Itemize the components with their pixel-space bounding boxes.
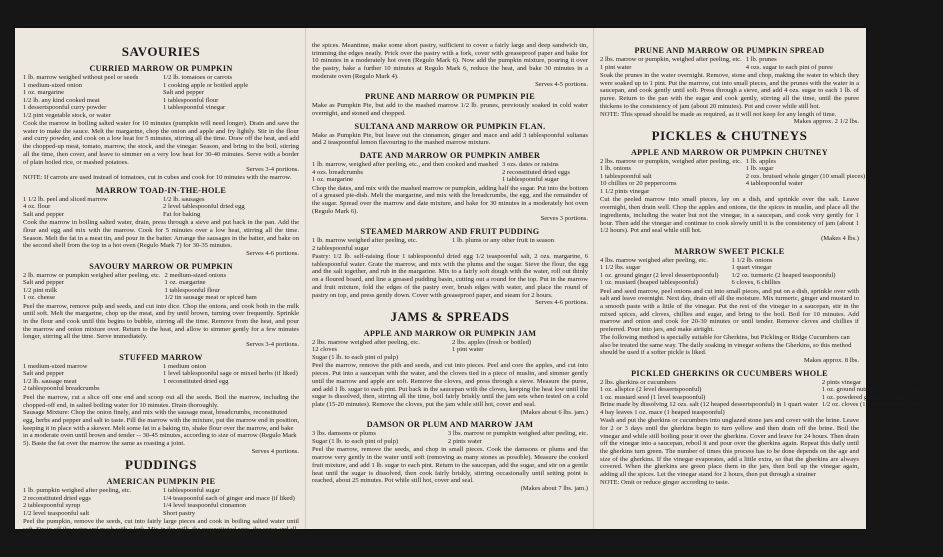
ingredient: 1 tablespoonful sugar bbox=[163, 487, 220, 495]
recipe-note: NOTE: If carrots are used instead of tomatoes, cut in cubes and cook for 10 minutes with the marrow. bbox=[23, 173, 292, 181]
ingredient: 1 quart vinegar bbox=[731, 264, 772, 272]
ingredient: 1 oz. ground ginger (2 level dessertspoonful) bbox=[600, 271, 719, 279]
ingredient: 1/2 tin sausage meat or spiced ham bbox=[164, 294, 257, 302]
serving-info: Serves 4-6 portions. bbox=[246, 249, 299, 257]
ingredient: 4 ozs. breadcrumbs bbox=[312, 168, 364, 176]
ingredient-list bbox=[23, 74, 299, 119]
ingredient: 1/2 oz. turmeric (2 heaped teaspoonful) bbox=[731, 271, 836, 279]
ingredient: 1 oz. mustard seed (1 level teaspoonful) bbox=[600, 393, 706, 401]
recipe-extra: NOTE: This spread should be made as required, as it will not keep for any length of time. bbox=[600, 110, 837, 118]
ingredient: Salt and pepper bbox=[163, 89, 205, 96]
ingredient: 1/2 lb. sausage meat bbox=[23, 377, 77, 385]
recipe-method: Pastry: 1/2 lb. self-raising flour 1 tablespoonful dried egg 1/2 teaspoonful salt, 2 ozs. margarine, 6 tablespoonful water. Grate the marrow, and mix with the plums and the sugar. Sieve the flour, the egg and the salt together, and rub in the margarine. Mix to a fairly soft dough with the water, roll out thinly on a floured board, and line a greased pudding basin, cutting out a round for the top. Put in the marrow and fruit mixture, fold the edges of the pastry over, brush edges with water, and place the round of pastry on top, and press gently down. Cover with greaseproof paper, and steam for 2 hours. bbox=[312, 253, 588, 299]
ingredient: 1 lb. apples bbox=[745, 157, 776, 165]
ingredient: Sugar (1 lb. to each pint of pulp) bbox=[312, 437, 399, 445]
recipe-method: Soak the prunes in the water overnight. Remove, stone and chop, making the water in which they were soaked up to 1 pint. Put the marrow, cut into small pieces, and the prunes with the water in a saucepan, and cook gently until soft. Press through a sieve, and add 4 ozs. sugar to each 1 lb. of puree. Return to the pan with the sugar and cook gently, stirring all the time, until the puree thickens to the consistency of jam (about 20 minutes). Pot and cover while still hot. bbox=[600, 72, 859, 110]
recipe-method: Peel the marrow, remove pulp and seeds, and cut into dice. Chop the onions, and cook both in the milk until soft. Melt the margarine, chop up the meat, and fry until brown, turning over frequently. Sprinkle in the flour and cook until this begins to bubble, stirring all the time. Remove from the heat, and pour the marrow and onion mixture over. Return to the heat, and allow to simmer gently for a few minutes longer, stirring all the time. Serve immediately. bbox=[23, 302, 299, 341]
ingredient: 4 ozs. sugar to each pint of puree bbox=[745, 63, 833, 71]
ingredient bbox=[163, 385, 299, 393]
ingredient: 4 lbs. marrow weighed after peeling, etc. bbox=[600, 256, 708, 264]
ingredient: 1 oz. margarine bbox=[312, 176, 354, 184]
ingredient: 1 1/2 pints vinegar bbox=[600, 187, 650, 195]
ingredient: 1 oz. margarine bbox=[164, 279, 206, 287]
ingredient: 1 tablespoonful vinegar bbox=[163, 104, 226, 111]
recipe-method: Cook the marrow in boiling salted water, drain, press through a sieve and put back in the pan. Add the flour and egg and mix with the marrow. Cook for 5 minutes over a low heat, stirring all the time. Season. Melt the fat in a meat tin, and pour in the batter. Arrange the sausages in the batter, and bake on the second shelf from the top in a hot oven (Regulo Mark 7) for 30-35 minutes. bbox=[23, 219, 299, 250]
fold-line-left bbox=[305, 28, 306, 529]
ingredient-list bbox=[312, 237, 588, 252]
ingredient: 4 tablespoonful water bbox=[745, 180, 803, 188]
recipe-extra: NOTE: Omit or reduce ginger according to taste. bbox=[600, 478, 730, 486]
ingredient: Salt and pepper bbox=[23, 210, 65, 218]
ingredient: 6 cloves, 6 chillies bbox=[731, 279, 781, 287]
ingredient: 2 ozs. bruised whole ginger (10 small pieces) bbox=[745, 172, 866, 180]
serving-info: (Makes about 7 lbs. jam.) bbox=[520, 484, 588, 492]
ingredient: 3 lbs. damsons or plums bbox=[312, 430, 376, 438]
serving-info: Serves 4-6 portions. bbox=[535, 299, 588, 307]
recipe-extra: The following method is specially suitable for Gherkins, but Pickling or Ridge Cucumbers can also be treated the same way. The daily soaking in vinegar softens the Gherkins, so this method should be used if a softer pickle is liked. bbox=[600, 333, 852, 357]
recipe-title: DAMSON OR PLUM AND MARROW JAM bbox=[366, 420, 534, 430]
ingredient: 1 tablespoonful flour bbox=[164, 286, 220, 294]
ingredient: 3 ozs. dates or raisins bbox=[501, 161, 559, 169]
section-heading: JAMS & SPREADS bbox=[390, 308, 510, 324]
section-heading: SAVOURIES bbox=[121, 44, 201, 59]
ingredient: 3 lbs. marrow or pumpkin weighed after peeling, etc. bbox=[447, 430, 588, 438]
ingredient: Brine made by dissolving 12 ozs. salt (12 heaped dessertspoonful) in 1 quart water bbox=[600, 401, 818, 409]
recipe-method: Wash and put the gherkins or cucumbers into unglazed stone jars and cover with the brine. Leave for 2 or 3 days until the gherkins begin to turn yellow and then drain off the brine. Boil the vinegar and while still boiling pour it over the gherkins. Cover and leave for 24 hours. Then drain off the vinegar into a saucepan, reboil it and pour over the gherkins again. Repeat this daily until the gherkins turn green. The number of times this process has to be done depends on the age and size of the gherkins. If the vinegar evaporates, add a little extra, so that the gherkins are always covered. When the gherkins are green place them in the jars, then boil up the vinegar again, adding all the spices. Let the vinegar stand for 2 hours, then put through a strainer bbox=[600, 417, 859, 479]
ingredient-list bbox=[23, 196, 299, 219]
recipe-method: Peel and seed marrow, peel onions and cut into small pieces, and put on a dish, sprinkle over with salt and leave overnight. Next day, drain off all the moisture. Mix turmeric, ginger and mustard to a smooth paste with a little of the vinegar. Put the rest of the vinegar in a saucepan, stir in the mixed spices, add cloves, chillies and sugar, and bring to the boil. Boil for 10 minutes. Add marrow and onion and cook for 20-30 minutes or until tender. Remove cloves and chillies if preferred. Pour into jars, and make airtight. bbox=[600, 287, 859, 334]
ingredient: 1 tablespoonful salt bbox=[600, 172, 652, 180]
ingredient: 1/4 level teaspoonful cinnamon bbox=[163, 502, 246, 510]
serving-info: Serves 4 portions. bbox=[251, 447, 299, 455]
ingredient: 1 dessertspoonful curry powder bbox=[23, 104, 107, 111]
serving-info: Makes approx. 8 lbs. bbox=[803, 356, 859, 364]
ingredient: 1 tablespoonful sugar bbox=[501, 176, 559, 184]
ingredient: 1 oz. allspice (2 level dessertspoonful) bbox=[600, 386, 702, 394]
recipe-title: CURRIED MARROW OR PUMPKIN bbox=[89, 64, 233, 73]
recipe-title: DATE AND MARROW OR PUMPKIN AMBER bbox=[359, 151, 541, 161]
recipe-leaflet bbox=[15, 28, 943, 534]
ingredient: 2 lbs. apples (fresh or bottled) bbox=[452, 338, 532, 346]
ingredient: 1 tablespoonful flour bbox=[163, 96, 219, 104]
recipe-method: Chop the dates, and mix with the mashed marrow or pumpkin, adding half the sugar. Put into the bottom of a greased pie-dish. Melt the margarine, and mix with the breadcrumbs, the egg, and the remainder of the sugar. Spread over the marrow and date mixture, and bake for 30 minutes in a moderately hot oven (Regulo Mark 6). bbox=[312, 184, 588, 215]
ingredient: 1 oz. powdered ginger (6 heaped teaspoonful) bbox=[821, 393, 943, 401]
ingredient: Short pastry bbox=[163, 509, 196, 517]
ingredient: 12 cloves bbox=[312, 346, 338, 354]
ingredient: 2 lbs. gherkins or cucumbers bbox=[600, 378, 676, 386]
ingredient: 1 cooking apple or bottled apple bbox=[163, 81, 249, 89]
recipe-method: Make as Pumpkin Pie, but add to the mashed marrow 1/2 lb. prunes, previously soaked in cold water overnight, and stoned and chopped. bbox=[312, 102, 588, 117]
ingredient: Fat for baking bbox=[163, 210, 201, 218]
ingredient-list bbox=[23, 272, 299, 302]
ingredient: 1 pint water bbox=[452, 346, 484, 354]
ingredient: 2 lbs. marrow weighed after peeling, etc. bbox=[312, 338, 420, 346]
recipe-title: STUFFED MARROW bbox=[119, 352, 203, 362]
serving-info: (Makes 4 lbs.) bbox=[821, 234, 859, 242]
ingredient-list bbox=[312, 161, 588, 184]
ingredient: 1/2 pint vegetable stock, or water bbox=[23, 111, 111, 119]
recipe-method: Peel the pumpkin, remove the seeds, cut into fairly large pieces and cook in boiling salted water until soft. Strain off the water and mash with a fork. Mix in the milk, the reconstituted eggs, the sugar and all bbox=[23, 518, 299, 534]
ingredient: Sugar (1 lb. to each pint of pulp) bbox=[312, 353, 399, 361]
ingredient: 1/2 pint milk bbox=[23, 286, 58, 294]
recipe-title: PRUNE AND MARROW OR PUMPKIN SPREAD bbox=[634, 46, 825, 55]
ingredient: 1 medium-sized onion bbox=[23, 81, 82, 89]
ingredient: 1 1/2 lb. onions bbox=[731, 256, 773, 264]
ingredient: 1 oz. mustard (heaped tablespoonful) bbox=[600, 279, 698, 287]
ingredient: 2 reconstituted dried eggs bbox=[23, 494, 91, 502]
recipe-title: MARROW SWEET PICKLE bbox=[674, 246, 785, 256]
ingredient: 4 oz. flour bbox=[23, 203, 51, 211]
recipe-method: Peel the marrow, remove the pith and seeds, and cut into pieces. Peel and core the apples, and cut into pieces. Put into a saucepan with the water, and the cloves tied in a piece of muslin, and simmer gently until the marrow and apple are soft. Remove the cloves, and press through a sieve. Measure the puree, and add 1 lb. sugar to each pint. Put back in the saucepan with the cloves, keeping the heat low until the sugar is dissolved, then, stirring all the time, boil fairly briskly until the jam sets when tested on a cold plate (15-20 minutes). Remove the cloves, put the jam while still hot, cover and seal. bbox=[312, 362, 588, 408]
recipe-method: Cook the marrow in boiling salted water for 10 minutes (pumpkin will need longer). Drain and save the water to make the sauce. Melt the margarine, chop the onion and apple and fry lightly. Stir in the flour and curry powder, and cook on a low heat for 5 minutes, stirring all the time. Draw off the heat, and add the chopped-up meat, tomato, marrow, the stock, and the vinegar. Season, and bring to the boil, stirring all the time, then cover, and leave to simmer on a very low heat for 30-40 minutes. Serve with a border of plain boiled rice, or mashed potatoes. bbox=[23, 120, 299, 166]
fold-line-right bbox=[593, 28, 594, 529]
ingredient-list bbox=[23, 487, 299, 517]
ingredient: Salt and pepper bbox=[23, 279, 65, 287]
ingredient: 1 medium-sized marrow bbox=[23, 362, 88, 370]
recipe-title: APPLE AND MARROW OR PUMPKIN CHUTNEY bbox=[630, 147, 829, 157]
ingredient: 2 reconstituted dried eggs bbox=[501, 168, 570, 176]
serving-info: Serves 4-5 portions. bbox=[535, 80, 588, 88]
ingredient: 1 reconstituted dried egg bbox=[163, 377, 229, 385]
ingredient: 1 oz. ground nutmeg (2 heaped teaspoonful) bbox=[821, 386, 939, 394]
ingredient: 1 level tablespoonful sage or mixed herbs (if liked) bbox=[163, 370, 298, 378]
recipe-extra: Sausage Mixture: Chop the onion finely, and mix with the sausage meat, breadcrumbs, reconstituted egg, herbs and pepper and salt to taste. Fill the marrow with the mixture, put the marrow end in position, keeping it in place with a skewer. Melt some fat in a baking tin, shake flour over the marrow, and bake in a moderate oven until brown and tender -- 30-45 minutes, according to size of marrow (Regulo Mark 5). Baste the fat over the marrow the same as roasting a joint. bbox=[23, 409, 299, 448]
ingredient: 1 lb. plums or any other fruit in season bbox=[452, 237, 555, 245]
ingredient: 2 lb. marrow or pumpkin weighed after peeling, etc. bbox=[23, 271, 161, 279]
section-heading: PICKLES & CHUTNEYS bbox=[651, 127, 808, 143]
recipe-method-continued: the spices. Meantime, make some short pastry, sufficient to cover a fairly large and deep sandwich tin, trimming the edges neatly. Prick over the pastry with a fork, cover with greaseproof paper and bake for 10 minutes in a moderately hot oven (Regulo Mark 6). Now add the pumpkin mixture, pouring it over the pastry, bake a further 10 minutes at Regulo Mark 6, reduce the heat, and bake 30 minutes in a moderate oven (Regulo Mark 4). bbox=[312, 42, 588, 80]
ingredient-list bbox=[23, 363, 299, 393]
recipe-method: Peel the marrow, remove the seeds, and chop in small pieces. Cook the damsons or plums and the marrow very gently in the water until soft (removing as many stones as possible). Measure the cooked fruit mixture, and add 1 lb. sugar to each pint. Return to the saucepan, add the sugar, and stir on a gentle heat until the sugar is dissolved, then cook fairly briskly, stirring occasionally until setting point is reached, about 25 minutes. Pot while still hot, cover and seal. bbox=[312, 446, 588, 485]
ingredient: 1/2 lb. tomatoes or carrots bbox=[163, 74, 233, 81]
ingredient: 1/4 teaspoonful each of ginger and mace (if liked) bbox=[163, 494, 295, 502]
recipe-title: AMERICAN PUMPKIN PIE bbox=[106, 477, 216, 487]
ingredient: 2 lbs. marrow or pumpkin, weighed after peeling, etc. bbox=[600, 56, 742, 63]
serving-info: Serves 3-4 portions. bbox=[246, 341, 299, 349]
recipe-title: STEAMED MARROW AND FRUIT PUDDING bbox=[360, 227, 540, 237]
ingredient: 1 oz. margarine bbox=[23, 89, 65, 96]
ingredient-list bbox=[312, 430, 588, 445]
ingredient bbox=[452, 354, 588, 362]
ingredient: 1 lb. marrow weighed without peel or seeds bbox=[23, 74, 139, 81]
ingredient: 2 tablespoonful breadcrumbs bbox=[23, 385, 100, 393]
ingredient: 1/2 lb. any kind cooked meat bbox=[23, 96, 100, 104]
ingredient: 2 tablespoonful syrup bbox=[23, 502, 81, 510]
ingredient-list bbox=[600, 257, 859, 287]
ingredient-list bbox=[312, 339, 588, 362]
recipe-title: SAVOURY MARROW OR PUMPKIN bbox=[89, 261, 233, 271]
ingredient: 1 lb. onions bbox=[600, 165, 631, 173]
recipe-title: PRUNE AND MARROW OR PUMPKIN PIE bbox=[365, 92, 535, 102]
serving-info: Serves 3 portions. bbox=[540, 215, 588, 223]
ingredient: 2 lbs. marrow or pumpkin, weighed after peeling, etc. bbox=[600, 157, 742, 165]
ingredient: 1 medium onion bbox=[163, 362, 207, 370]
serving-info: Makes approx. 2 1/2 lbs. bbox=[793, 118, 859, 126]
recipe-title: APPLE AND MARROW OR PUMPKIN JAM bbox=[363, 328, 537, 338]
serving-info: (Makes about 6 lbs. jam.) bbox=[520, 408, 588, 416]
ingredient: 1 1/2 lbs. sugar bbox=[600, 264, 641, 272]
ingredient: Salt and pepper bbox=[23, 370, 65, 378]
ingredient: 2 pints water bbox=[447, 437, 482, 445]
ingredient: 2 tablespoonful sugar bbox=[312, 244, 369, 252]
ingredient: 1/2 oz. cloves (1 heaped teaspoonful) bbox=[821, 401, 921, 409]
recipe-title: MARROW TOAD-IN-THE-HOLE bbox=[95, 185, 227, 195]
ingredient: 4 bay leaves 1 oz. mace (1 heaped teaspoonful) bbox=[600, 408, 725, 416]
ingredient: 2 level tablespoonful dried egg bbox=[163, 203, 245, 211]
ingredient-list bbox=[600, 378, 943, 417]
section-heading: PUDDINGS bbox=[125, 457, 197, 473]
recipe-title: SULTANA AND MARROW OR PUMPKIN FLAN. bbox=[354, 121, 546, 131]
recipe-method: Make as Pumpkin Pie, but leave out the cinnamon, ginger and mace and add 3 tablespoonful sultanas and 2 teaspoonful lemon flavouring to the mashed marrow mixture. bbox=[312, 131, 588, 147]
ingredient: 1 lb. marrow, weighed after peeling, etc., and then cooked and mashed bbox=[312, 161, 498, 169]
ingredient-list bbox=[600, 157, 866, 196]
ingredient: 2 pints vinegar bbox=[821, 378, 862, 386]
ingredient: 1 oz. cheese bbox=[23, 294, 56, 302]
ingredient: 1/2 level teaspoonful salt bbox=[23, 509, 90, 517]
ingredient: 1/2 lb. sausages bbox=[163, 195, 205, 203]
ingredient: 2 medium-sized onions bbox=[164, 271, 227, 279]
column-pickles bbox=[600, 42, 943, 523]
serving-info: Serves 3-4 portions. bbox=[246, 166, 299, 174]
column-puddings-jams bbox=[312, 42, 588, 523]
recipe-method: Cut the peeled marrow into small pieces, lay on a dish, and sprinkle over the salt. Leave overnight, then drain well. Chop the apples and onions, tie the spices in muslin, and place all the ingredients, including the water but not the vinegar, in a saucepan, and cook very gently for 1 hour. Then add the vinegar and continue to cook slowly until it is the consistency of jam (about 1 1/2 hours). Pot and seal while still hot. bbox=[600, 196, 859, 235]
ingredient: 1 lb. sugar bbox=[745, 165, 774, 173]
ingredient: 1 1/2 lb. peel and sliced marrow bbox=[23, 195, 108, 203]
ingredient: 1 lb. pumpkin weighed after peeling, etc. bbox=[23, 487, 132, 495]
recipe-method: Peel the marrow, cut a slice off one end and scoop out all the seeds. Boil the marrow, including the chopped-off end, in salted boiling water for 10 minutes. Drain thoroughly. bbox=[23, 393, 299, 409]
ingredient-list bbox=[600, 56, 859, 71]
ingredient bbox=[452, 245, 588, 253]
ingredient: 1 lb. prunes bbox=[745, 56, 777, 63]
ingredient: 1 lb. marrow weighed after peeling, etc. bbox=[312, 237, 418, 245]
column-savouries bbox=[23, 42, 299, 534]
recipe-title: PICKLED GHERKINS OR CUCUMBERS WHOLE bbox=[631, 368, 828, 378]
ingredient: 1 pint water bbox=[600, 63, 632, 71]
ingredient: 10 chillies or 20 peppercorns bbox=[600, 180, 677, 188]
